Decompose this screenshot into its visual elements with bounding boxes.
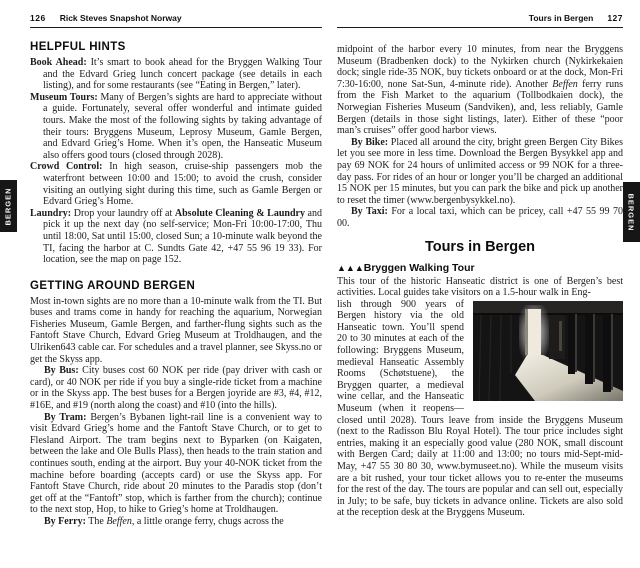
hanseatic-corridor-photo [473, 301, 623, 401]
tour-body-intro: This tour of the historic Hanseatic district is one of Bergen’s best activities. Local guides take visitors on a 1.5-hour walk in Eng- [337, 275, 623, 299]
right-page-number: 127 [607, 13, 623, 23]
right-tab-label: BERGEN [627, 192, 636, 232]
left-bergen-tab [0, 180, 17, 232]
right-running-title: Tours in Bergen [528, 13, 594, 23]
para-by-bike: By Bike: Placed all around the city, bright green Bergen City Bikes let you see more in less time. Download the Bergen Bysykkel app and pay 69 NOK for 24 hours of unlimited access or 99 NOK for a three-day pass. For rides of an hour or longer you’ll be charged an additional 15 NOK per 15 minutes, but you can park the bike and pick up another to reset the timer (www.bergenbysykkel.no). [337, 136, 623, 206]
helpful-hints-heading: HELPFUL HINTS [30, 41, 126, 53]
left-page-number: 126 [30, 13, 46, 23]
right-page [337, 13, 623, 519]
getting-around-heading: GETTING AROUND BERGEN [30, 279, 196, 292]
getting-around-intro: Most in-town sights are no more than a 10-minute walk from the TI. But buses and trams come in handy for reaching the aquarium, Norwegian Fisheries Museum, Gamle Bergen, and farther-flung sights such as the Fantoft Stave Church, Edvard Grieg Museum at Troldhaugen, and the Ulriken643 cable car. For schedules and a travel planner, see Skyss.no or get the Skyss app. [30, 295, 322, 365]
para-by-ferry: By Ferry: The Beffen, a little orange ferry, chugs across the [44, 515, 284, 527]
three-triangle-rating-icon: ▲▲▲ [337, 262, 364, 273]
left-page [30, 13, 322, 528]
tour-body-rest: lish through 900 years of Bergen history via the old Hanseatic town. You’ll spend 20 to 30 minutes at each of the following: Bryggens Museum, medieval Hanseatic Assembly Rooms (Schøtstuene), the Bryggen quarter, a medieval wine cellar, and the Hanseatic Museum (when it reopens—closed until 2028). Tours leave from inside the Bryggens Museum (next to the Radisson Blu Royal Hotel). The tour price includes sight entries, making it an especially good value (280 NOK, small discount with Bergen Card; daily at 11:00 and 13:00; no tours mid-Sept-mid-May, +47 55 30 80 30, www.bymuseet.no). While the museum visits are a bit rushed, your tour ticket allows you to re-enter the museums for the rest of the day. The tours are popular and can sell out, especially in July; to be safe, buy tickets in advance online. Tickets are also sold at the reception desk at the Bryggens Museum. [337, 298, 623, 519]
hint-book-ahead: Book Ahead: It’s smart to book ahead for the Bryggen Walking Tour and the Edvard Grieg lunch concert package (see details in each listing), and for some restaurants (see “Eating in Bergen,” later). [30, 57, 322, 92]
bryggen-walking-tour-title [337, 262, 623, 274]
left-running-title: Rick Steves Snapshot Norway [59, 13, 182, 23]
right-running-head [337, 13, 623, 28]
hint-laundry: Laundry: Drop your laundry off at Absolute Cleaning & Laundry and pick it up the next day (no self-service; Mon-Fri 10:00-17:00, Thu until 18:00, Sat until 15:00, closed Sun; a 10-minute walk beyond the TI, facing the harbor at C. Sundts Gate 42, +47 55 96 19 33). For location, see the map on page 152. [30, 207, 322, 266]
para-by-tram: By Tram: Bergen’s Bybanen light-rail line is a convenient way to visit Edvard Grieg’s home and the Fantoft Stave Church, or to get to Flesland Airport. The tram begins next to Byparken (on Kaigaten, between the lake and Ole Bulls Plass), then heads to the train station and continues south, ending at the airport. Buy your 40-NOK ticket from the machine before boarding (accepts card) or use the Skyss app. For Fantoft Stave Church, ride about 20 minutes to the Paradis stop (don’t get off at the “Fantoft” stop, which is farther from the church); continue to the next stop, Hop, to hike to Grieg’s home at Troldhaugen. [30, 411, 322, 516]
tours-in-bergen-heading: Tours in Bergen [424, 238, 536, 255]
para-ferry-continuation: midpoint of the harbor every 10 minutes, from near the Bryggens Museum (Bradbenken dock) to the Nykirken church (Nykirkekaien dock; single ride-35 NOK, buy tickets onboard or at the dock, Mon-Fri 7:30-16:00, none Sat-Sun, 4-minute ride). Another Beffen ferry runs from the Fish Market to the aquarium (Tollbodkaien dock), the Norwegian Fisheries Museum (Sandviken), and, less reliably, Gamle Bergen (details in those sight listings, later). Either of these “poor man’s cruises” offer good harbor views. [337, 44, 623, 137]
para-by-taxi: By Taxi: For a local taxi, which can be pricey, call +47 55 99 70 00. [337, 206, 624, 229]
hint-museum-tours: Museum Tours: Many of Bergen’s sights are hard to appreciate without a guide. Fortunately, several offer wonderful and intimate guided tours. Make the most of the following sights by taking advantage of their tours: Bryggens Museum, Leprosy Museum, Gamle Bergen, and Edvard Grieg’s Home. When it’s open, the Hanseatic Museum also offers good tours (closed through 2028). [30, 91, 323, 161]
tour-body [337, 299, 623, 519]
para-by-bus: By Bus: City buses cost 60 NOK per ride (pay driver with cash or card), or 40 NOK per ride if you buy a single-ride ticket from a machine or in the Skyss app. The best buses for a Bergen joyride are #3, #4, #12, #16E, and #19 (north along the coast) and #10 (into the hills). [30, 365, 323, 412]
hint-crowd-control: Crowd Control: In high season, cruise-ship passengers mob the waterfront between 10:00 and 15:00; to avoid the crush, consider visiting an outlying sight during this time, such as Gamle Bergen or Edvard Grieg’s Home. [30, 161, 322, 208]
right-bergen-tab [623, 182, 640, 242]
listing-title-text: Bryggen Walking Tour [363, 261, 475, 274]
left-tab-label: BERGEN [4, 186, 13, 226]
left-running-head [30, 13, 322, 28]
